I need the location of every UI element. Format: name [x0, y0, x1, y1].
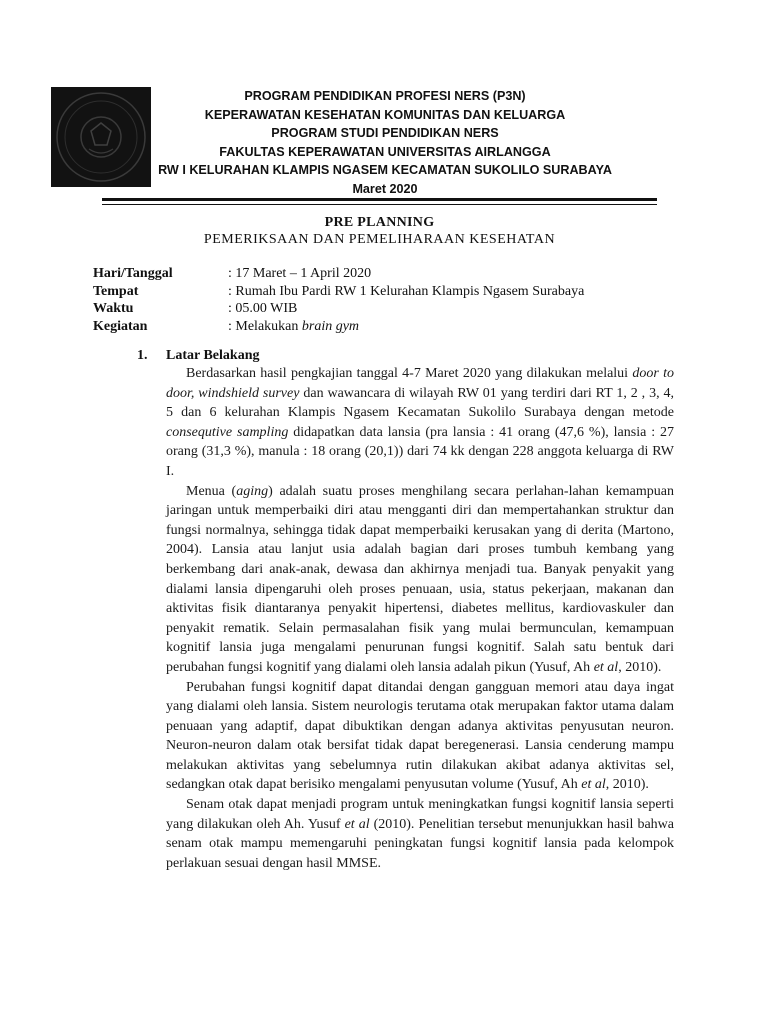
- section-heading: [137, 347, 259, 365]
- text-run: Berdasarkan hasil pengkajian tanggal 4-7 Maret 2020 yang dilakukan melalui: [186, 366, 633, 381]
- section-body: [166, 364, 674, 873]
- title-sub: PEMERIKSAAN DAN PEMELIHARAAN KESEHATAN: [203, 232, 556, 247]
- letterhead-line-location: RW I KELURAHAN KLAMPIS NGASEM KECAMATAN SUKOLILO SURABAYA: [158, 163, 612, 177]
- letterhead-divider-thin: [102, 204, 657, 205]
- letterhead-line-program: PROGRAM PENDIDIKAN PROFESI NERS (P3N): [244, 89, 526, 103]
- letterhead-line-faculty: FAKULTAS KEPERAWATAN UNIVERSITAS AIRLANGGA: [219, 144, 551, 159]
- letterhead: [150, 87, 620, 198]
- letterhead-line-date: Maret 2020: [352, 181, 418, 196]
- text-run: Perubahan fungsi kognitif dapat ditandai dengan gangguan memori atau daya ingat yang dialami oleh lansia. Sistem neurologis terutama otak merupakan faktor utama dalam penuaan yang adaptif, dapat dibuktikan dengan adanya aktivitas penyusutan neuron. Neuron-neuron dalam otak bersifat tidak dapat beregenerasi. Lansia cenderung mampu melakukan aktivitas yang sebelumnya rutin dilakukan akibat adanya aktivitas sel, sedangkan otak dapat berisiko mengalami penyusutan volume (Yusuf, Ah: [166, 679, 674, 793]
- italic-run: aging: [236, 483, 269, 499]
- paragraph-2: [166, 482, 674, 678]
- paragraph-4: [166, 795, 674, 873]
- info-row-place: [93, 283, 584, 301]
- italic-run: et al: [344, 816, 370, 832]
- italic-run: consequtive sampling: [166, 424, 289, 440]
- paragraph-1: [166, 364, 674, 482]
- text-run: Menua (: [186, 483, 237, 499]
- italic-run: et al: [581, 777, 606, 793]
- info-label: Waktu: [93, 301, 134, 316]
- info-label: Tempat: [93, 283, 139, 299]
- letterhead-divider-thick: [102, 198, 657, 201]
- text-run: dan wawancara di wilayah RW 01 yang terdiri dari RT 1, 2 , 3, 4, 5 dan 6 kelurahan Klampis Ngasem Kecamatan Sukolilo Surabaya dengan metode: [166, 385, 674, 421]
- document-title: [102, 214, 657, 248]
- university-seal-icon: [51, 87, 151, 187]
- university-seal-graphic: [51, 87, 151, 187]
- text-run: , 2010).: [618, 659, 662, 675]
- activity-info: [93, 265, 584, 335]
- info-row-activity: [93, 318, 584, 336]
- text-run: Senam otak dapat menjadi program untuk meningkatkan fungsi kognitif lansia seperti yang dilakukan oleh Ah. Yusuf: [166, 797, 674, 832]
- info-value: [228, 318, 359, 336]
- text-run: (2010). Penelitian tersebut menunjukkan hasil bahwa senam otak mampu memengaruhi peningkatan fungsi kognitif lansia pada kelompok perlakuan sesuai dengan hasil MMSE.: [166, 816, 674, 871]
- section-title: Latar Belakang: [166, 348, 260, 363]
- info-row-time: [93, 300, 584, 318]
- info-value-italic: brain gym: [301, 318, 360, 334]
- info-row-date: [93, 265, 584, 283]
- section-number: 1.: [137, 348, 148, 363]
- paragraph-3: [166, 678, 674, 796]
- text-run: didapatkan data lansia (pra lansia : 41 orang (47,6 %), lansia : 27 orang (31,3 %), manula : 18 orang (20,1)) dari 74 kk dengan 228 anggota keluarga di RW I.: [166, 424, 674, 479]
- info-value: : Rumah Ibu Pardi RW 1 Kelurahan Klampis Ngasem Surabaya: [228, 283, 585, 299]
- info-value: : 17 Maret – 1 April 2020: [228, 266, 372, 281]
- italic-run: door to door, windshield survey: [166, 366, 674, 401]
- info-label: Kegiatan: [93, 318, 148, 334]
- letterhead-line-department: KEPERAWATAN KESEHATAN KOMUNITAS DAN KELUARGA: [204, 107, 566, 122]
- title-main: PRE PLANNING: [324, 215, 435, 230]
- info-label: Hari/Tanggal: [93, 266, 173, 281]
- info-value: : 05.00 WIB: [228, 301, 298, 316]
- text-run: ) adalah suatu proses menghilang secara perlahan-lahan kemampuan jaringan untuk memperbaiki diri atau mengganti diri dan mempertahankan struktur dan fungsi normalnya, sehingga tidak dapat memperbaiki kerusakan yang di derita (Martono, 2004). Lansia atau lanjut usia adalah bagian dari proses tumbuh kembang yang berkembang dari anak-anak, dewasa dan akhirnya menjadi tua. Banyak penyakit yang dialami lansia dipengaruhi oleh proses penuaan, usia, status pekerjaan, makanan dan aktivitas fisik diantaranya penyakit hipertensi, diabetes mellitus, kardiovaskuler dan penyakit rematik. Selain permasalahan fisik yang mulai bermunculan, kemampuan kognitif lansia juga mengalami penurunan fungsi kognitif. Salah satu bentuk dari perubahan fungsi kognitif yang dialami oleh lansia adalah pikun (Yusuf, Ah: [166, 483, 674, 675]
- text-run: , 2010).: [605, 777, 649, 793]
- letterhead-line-study-program: PROGRAM STUDI PENDIDIKAN NERS: [271, 126, 499, 140]
- italic-run: et al: [593, 659, 619, 675]
- info-value-text: : Melakukan: [228, 318, 302, 334]
